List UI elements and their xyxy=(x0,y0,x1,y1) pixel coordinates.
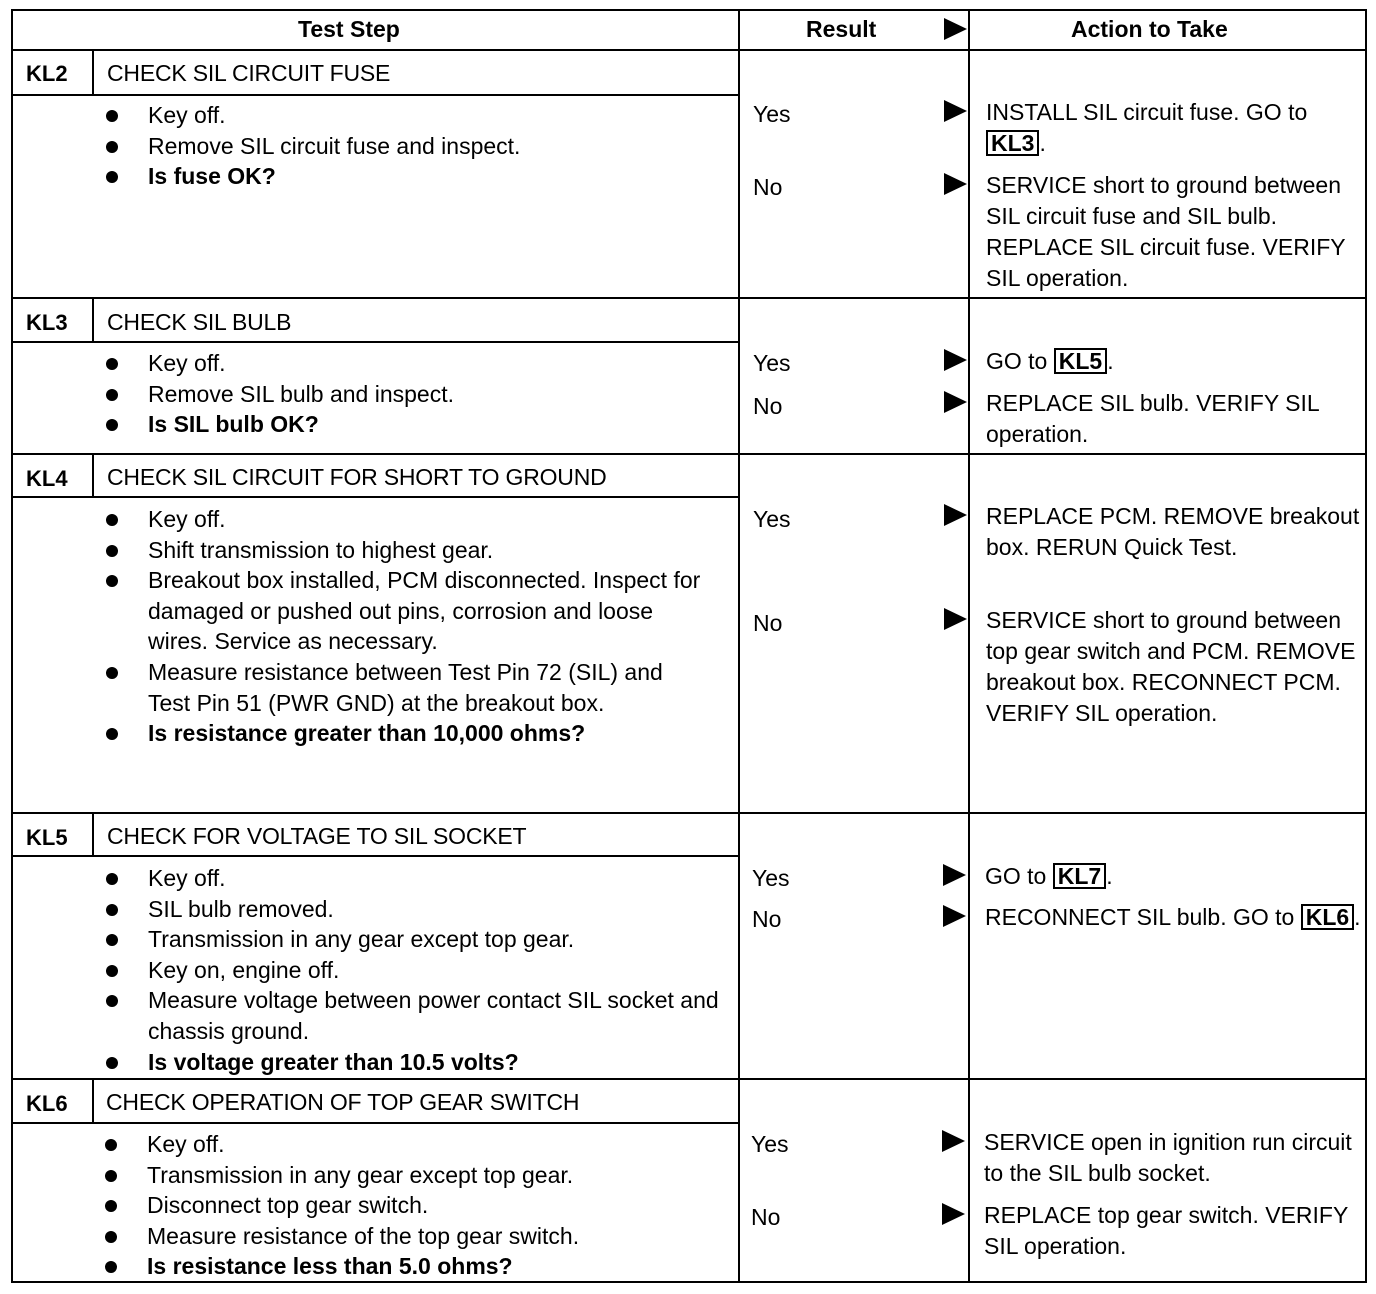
step-title: CHECK SIL CIRCUIT FUSE xyxy=(107,60,391,86)
step-id: KL3 xyxy=(26,310,68,335)
step-title-rule xyxy=(11,94,739,96)
checklist-item: Shift transmission to highest gear. xyxy=(106,535,706,566)
checklist-item: Key off. xyxy=(106,504,706,535)
result-arrow-icon xyxy=(943,905,966,927)
step-id-divider xyxy=(92,813,94,856)
checklist-item: Transmission in any gear except top gear. xyxy=(106,924,726,955)
result-action: SERVICE short to ground between top gear switch and PCM. REMOVE breakout box. RECONNECT PCM. VERIFY SIL operation. xyxy=(986,607,1356,726)
bullet-icon xyxy=(106,545,118,557)
checklist-item: Transmission in any gear except top gear. xyxy=(105,1160,730,1191)
bullet-icon xyxy=(106,419,118,431)
step-id: KL4 xyxy=(26,466,68,491)
step-id-divider xyxy=(92,50,94,95)
divider-action-col xyxy=(968,9,970,1283)
result-action: INSTALL SIL circuit fuse. GO to KL3 . xyxy=(986,99,1308,156)
step-id: KL5 xyxy=(26,825,68,850)
step-separator xyxy=(11,812,1367,814)
checklist-item: Key off. xyxy=(106,100,731,131)
result-arrow-icon xyxy=(942,1130,965,1152)
result-action: RECONNECT SIL bulb. GO to KL6 . xyxy=(985,904,1361,930)
checklist-item: Key off. xyxy=(106,863,726,894)
result-label: Yes xyxy=(753,101,791,127)
bullet-icon xyxy=(106,171,118,183)
checklist-item: Remove SIL circuit fuse and inspect. xyxy=(106,131,731,162)
step-reference: KL3 xyxy=(986,130,1039,156)
step-title: CHECK SIL BULB xyxy=(107,309,292,335)
checklist-item: Key off. xyxy=(105,1129,730,1160)
bullet-icon xyxy=(106,1057,118,1069)
result-arrow-icon xyxy=(944,504,967,526)
checklist-item: SIL bulb removed. xyxy=(106,894,726,925)
result-arrow-icon xyxy=(944,391,967,413)
checklist-item: Key off. xyxy=(106,348,731,379)
checklist-item: Measure resistance of the top gear switch. xyxy=(105,1221,730,1252)
step-checklist xyxy=(106,100,731,192)
step-id: KL2 xyxy=(26,61,68,86)
checklist-question: Is resistance less than 5.0 ohms? xyxy=(105,1251,730,1282)
checklist-item: Measure voltage between power contact SIL socket and chassis ground. xyxy=(106,985,726,1046)
bullet-icon xyxy=(106,728,118,740)
step-id: KL6 xyxy=(26,1091,68,1116)
bullet-icon xyxy=(105,1170,117,1182)
result-arrow-icon xyxy=(944,608,967,630)
bullet-icon xyxy=(106,514,118,526)
checklist-item: Disconnect top gear switch. xyxy=(105,1190,730,1221)
checklist-item: Remove SIL bulb and inspect. xyxy=(106,379,731,410)
step-separator xyxy=(11,453,1367,455)
checklist-question: Is SIL bulb OK? xyxy=(106,409,731,440)
step-title: CHECK FOR VOLTAGE TO SIL SOCKET xyxy=(107,823,527,849)
step-checklist xyxy=(106,504,706,749)
step-id-divider xyxy=(92,1079,94,1123)
bullet-icon xyxy=(106,873,118,885)
result-label: No xyxy=(753,610,783,636)
bullet-icon xyxy=(105,1139,117,1151)
bullet-icon xyxy=(106,389,118,401)
bullet-icon xyxy=(106,934,118,946)
result-arrow-icon xyxy=(944,100,967,122)
result-label: Yes xyxy=(753,350,791,376)
result-label: Yes xyxy=(753,506,791,532)
bullet-icon xyxy=(106,141,118,153)
bullet-icon xyxy=(105,1261,117,1273)
step-reference: KL7 xyxy=(1053,863,1106,889)
header-arrow-icon xyxy=(944,18,967,40)
result-action: GO to KL7 . xyxy=(985,863,1113,889)
result-label: No xyxy=(752,906,782,932)
header-action: Action to Take xyxy=(1071,16,1228,42)
step-checklist xyxy=(105,1129,730,1282)
result-label: No xyxy=(753,174,783,200)
bullet-icon xyxy=(106,667,118,679)
step-title: CHECK OPERATION OF TOP GEAR SWITCH xyxy=(106,1089,580,1115)
result-label: Yes xyxy=(751,1131,789,1157)
step-separator xyxy=(11,297,1367,299)
result-action: GO to KL5 . xyxy=(986,348,1114,374)
checklist-item: Breakout box installed, PCM disconnected. Inspect for damaged or pushed out pins, corrosion and loose wires. Service as necessary. xyxy=(106,565,706,657)
bullet-icon xyxy=(106,904,118,916)
result-action: REPLACE PCM. REMOVE breakout box. RERUN Quick Test. xyxy=(986,503,1360,560)
checklist-question: Is fuse OK? xyxy=(106,161,731,192)
checklist-question: Is resistance greater than 10,000 ohms? xyxy=(106,718,706,749)
bullet-icon xyxy=(106,358,118,370)
divider-result-col xyxy=(738,9,740,1283)
result-label: Yes xyxy=(752,865,790,891)
bullet-icon xyxy=(105,1231,117,1243)
step-title: CHECK SIL CIRCUIT FOR SHORT TO GROUND xyxy=(107,464,607,490)
checklist-item: Measure resistance between Test Pin 72 (SIL) and Test Pin 51 (PWR GND) at the breakout box. xyxy=(106,657,706,718)
result-action: SERVICE open in ignition run circuit to the SIL bulb socket. xyxy=(984,1129,1352,1186)
bullet-icon xyxy=(105,1200,117,1212)
bullet-icon xyxy=(106,575,118,587)
header-test-step: Test Step xyxy=(298,16,400,42)
step-title-rule xyxy=(11,341,739,343)
step-title-rule xyxy=(11,496,739,498)
header-result: Result xyxy=(806,16,877,42)
step-reference: KL6 xyxy=(1301,904,1354,930)
bullet-icon xyxy=(106,965,118,977)
result-label: No xyxy=(753,393,783,419)
step-id-divider xyxy=(92,454,94,497)
result-arrow-icon xyxy=(942,1203,965,1225)
result-action: REPLACE top gear switch. VERIFY SIL operation. xyxy=(984,1202,1348,1259)
result-label: No xyxy=(751,1204,781,1230)
step-title-rule xyxy=(11,1122,739,1124)
bullet-icon xyxy=(106,110,118,122)
step-reference: KL5 xyxy=(1054,348,1107,374)
step-checklist xyxy=(106,863,726,1077)
step-title-rule xyxy=(11,855,739,857)
checklist-item: Key on, engine off. xyxy=(106,955,726,986)
bullet-icon xyxy=(106,995,118,1007)
header-rule xyxy=(11,49,1367,51)
result-arrow-icon xyxy=(943,864,966,886)
result-arrow-icon xyxy=(944,173,967,195)
result-arrow-icon xyxy=(944,349,967,371)
step-id-divider xyxy=(92,298,94,342)
result-action: REPLACE SIL bulb. VERIFY SIL operation. xyxy=(986,390,1319,447)
checklist-question: Is voltage greater than 10.5 volts? xyxy=(106,1047,726,1078)
step-checklist xyxy=(106,348,731,440)
result-action: SERVICE short to ground between SIL circuit fuse and SIL bulb. REPLACE SIL circuit fuse. VERIFY SIL operation. xyxy=(986,172,1346,291)
step-separator xyxy=(11,1078,1367,1080)
